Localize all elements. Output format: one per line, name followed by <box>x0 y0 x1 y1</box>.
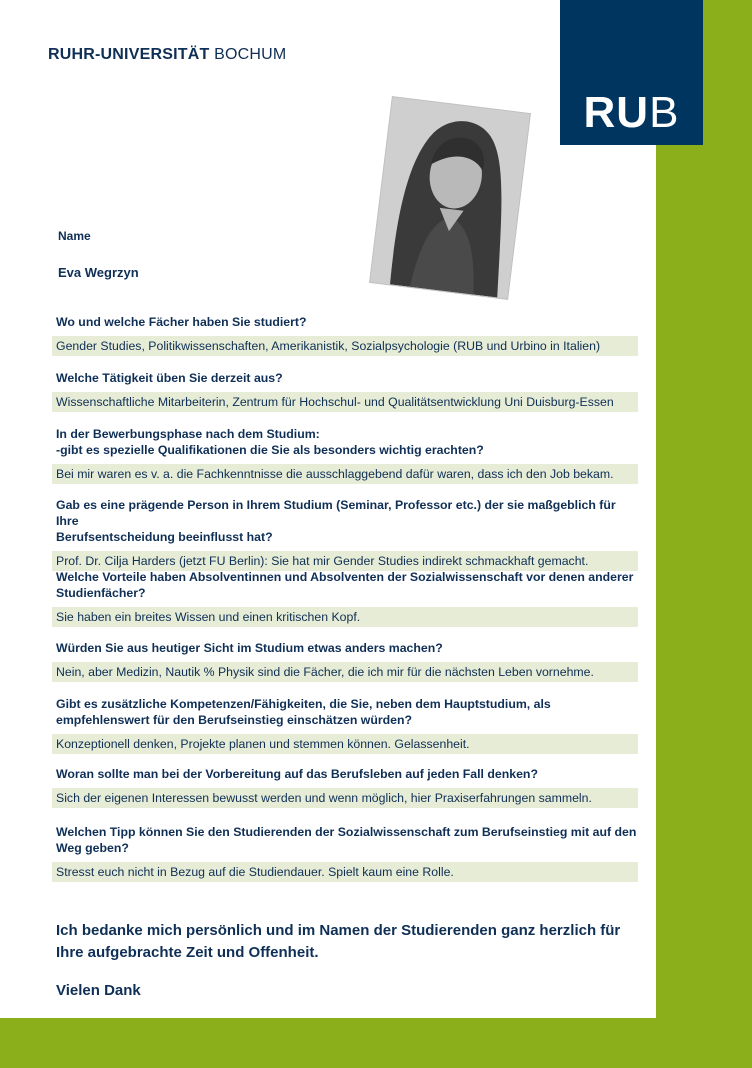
closing-line-1: Ich bedanke mich persönlich und im Namen der Studierenden ganz herzlich für <box>56 922 621 939</box>
question: Woran sollte man bei der Vorbereitung auf das Berufsleben auf jeden Fall denken? <box>56 767 538 781</box>
qa-item <box>52 766 638 808</box>
name-value: Eva Wegrzyn <box>58 265 139 280</box>
portrait-photo <box>369 96 531 300</box>
question-line-2: Weg geben? <box>56 841 129 855</box>
question-line-2: Studienfächer? <box>56 586 146 600</box>
qa-item <box>52 696 638 754</box>
answer: Bei mir waren es v. a. die Fachkenntnisse die ausschlaggebend dafür waren, dass ich den Job bekam. <box>52 464 638 484</box>
qa-item <box>52 824 638 882</box>
answer: Sie haben ein breites Wissen und einen kritischen Kopf. <box>52 607 638 627</box>
rub-logo-box <box>560 0 703 145</box>
question: Wo und welche Fächer haben Sie studiert? <box>56 315 307 329</box>
answer: Gender Studies, Politikwissenschaften, Amerikanistik, Sozialpsychologie (RUB und Urbino in Italien) <box>52 336 638 356</box>
question: Welchen Tipp können Sie den Studierenden der Sozialwissenschaft zum Berufseinstieg mit auf den <box>56 825 637 839</box>
qa-item <box>52 314 638 356</box>
question: Gibt es zusätzliche Kompetenzen/Fähigkeiten, die Sie, neben dem Hauptstudium, als <box>56 697 551 711</box>
question: Gab es eine prägende Person in Ihrem Studium (Seminar, Professor etc.) der sie maßgeblich für Ihre <box>56 498 616 528</box>
thanks-text: Vielen Dank <box>56 982 141 999</box>
question-line-2: -gibt es spezielle Qualifikationen die Sie als besonders wichtig erachten? <box>56 443 484 457</box>
closing-line-2: Ihre aufgebrachte Zeit und Offenheit. <box>56 944 319 961</box>
qa-item <box>52 569 638 627</box>
qa-item <box>52 370 638 412</box>
answer: Sich der eigenen Interessen bewusst werden und wenn möglich, hier Praxiserfahrungen sammeln. <box>52 788 638 808</box>
rub-logo: RUB <box>583 88 680 137</box>
qa-item <box>52 426 638 484</box>
name-label: Name <box>58 229 91 243</box>
question: In der Bewerbungsphase nach dem Studium: <box>56 427 320 441</box>
question: Würden Sie aus heutiger Sicht im Studium etwas anders machen? <box>56 641 443 655</box>
question-line-2: Berufsentscheidung beeinflusst hat? <box>56 530 273 544</box>
answer: Stresst euch nicht in Bezug auf die Studiendauer. Spielt kaum eine Rolle. <box>52 862 638 882</box>
answer: Konzeptionell denken, Projekte planen und stemmen können. Gelassenheit. <box>52 734 638 754</box>
closing-text <box>56 920 646 964</box>
answer: Nein, aber Medizin, Nautik % Physik sind die Fächer, die ich mir für die nächsten Leben vornehme. <box>52 662 638 682</box>
question-line-2: empfehlenswert für den Berufseinstieg einschätzen würden? <box>56 713 412 727</box>
qa-item <box>52 640 638 682</box>
green-side-bar <box>656 0 752 1068</box>
portrait-illustration <box>370 97 530 298</box>
question: Welche Vorteile haben Absolventinnen und Absolventen der Sozialwissenschaft vor denen anderer <box>56 570 634 584</box>
qa-item <box>52 497 638 571</box>
answer: Wissenschaftliche Mitarbeiterin, Zentrum für Hochschul- und Qualitätsentwicklung Uni Duisburg-Essen <box>52 392 638 412</box>
answer: Prof. Dr. Cilja Harders (jetzt FU Berlin): Sie hat mir Gender Studies indirekt schmackhaft gemacht. <box>52 551 638 571</box>
question: Welche Tätigkeit üben Sie derzeit aus? <box>56 371 283 385</box>
university-name: RUHR-UNIVERSITÄT BOCHUM <box>48 46 287 63</box>
green-bottom-bar <box>0 1018 752 1068</box>
